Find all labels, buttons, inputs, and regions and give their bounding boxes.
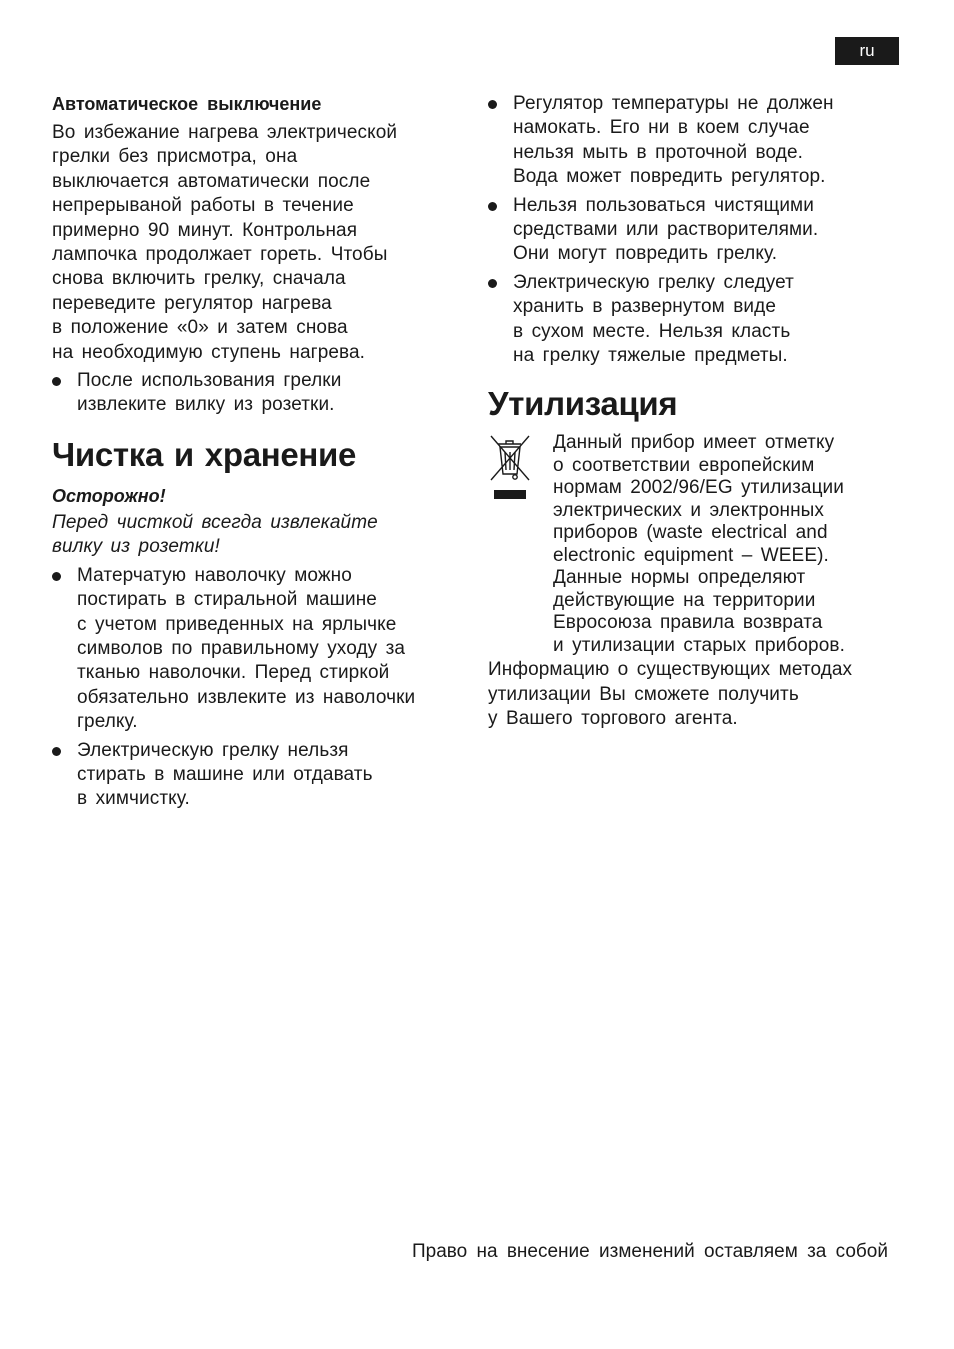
text-line: с учетом приведенных на ярлычке bbox=[77, 613, 397, 635]
caution-text bbox=[52, 511, 460, 560]
bullet-dot-icon bbox=[488, 202, 497, 211]
disposal-heading: Утилизация bbox=[488, 385, 678, 423]
bullet-item bbox=[52, 369, 460, 418]
text-line: символов по правильному уходу за bbox=[77, 637, 406, 659]
bullet-item bbox=[52, 564, 460, 735]
disposal-info bbox=[488, 658, 898, 731]
text-line: Информацию о существующих методах bbox=[488, 659, 853, 681]
bullet-item bbox=[488, 92, 898, 190]
text-line: извлеките вилку из розетки. bbox=[77, 394, 335, 416]
text-line: стирать в машине или отдавать bbox=[77, 763, 373, 785]
bullet-dot-icon bbox=[52, 572, 61, 581]
text-line: утилизации Вы сможете получить bbox=[488, 683, 799, 705]
text-line: Во избежание нагрева электрической bbox=[52, 122, 398, 143]
text-line: грелку. bbox=[77, 711, 138, 733]
text-line: переведите регулятор нагрева bbox=[52, 292, 332, 314]
text-line: снова включить грелку, сначала bbox=[52, 268, 346, 290]
text-line: на грелку тяжелые предметы. bbox=[513, 345, 788, 367]
text-line: нормам 2002/96/EG утилизации bbox=[553, 477, 844, 499]
text-line: и утилизации старых приборов. bbox=[553, 634, 845, 656]
text-line: в химчистку. bbox=[77, 788, 190, 810]
text-line: Регулятор температуры не должен bbox=[513, 93, 834, 114]
text-line: лампочка продолжает гореть. Чтобы bbox=[52, 244, 388, 266]
text-line: в положение «0» и затем снова bbox=[52, 317, 348, 339]
text-line: в сухом месте. Нельзя класть bbox=[513, 320, 791, 342]
text-line: electronic equipment – WEEE). bbox=[553, 544, 829, 566]
cleaning-heading: Чистка и хранение bbox=[52, 435, 357, 473]
text-line: выключается автоматически после bbox=[52, 170, 371, 192]
text-line: электрических и электронных bbox=[553, 499, 825, 521]
text-line: грелки без присмотра, она bbox=[52, 146, 298, 168]
bullet-dot-icon bbox=[488, 100, 497, 109]
bullet-dot-icon bbox=[52, 377, 61, 386]
text-line: у Вашего торгового агента. bbox=[488, 708, 738, 730]
text-line: намокать. Его ни в коем случае bbox=[513, 117, 810, 139]
text-line: непрерываной работы в течение bbox=[52, 195, 354, 217]
text-line: обязательно извлеките из наволочки bbox=[77, 686, 416, 708]
text-line: о соответствии европейским bbox=[553, 454, 815, 476]
text-line: Вода может повредить регулятор. bbox=[513, 166, 826, 188]
caution-title: Осторожно! bbox=[52, 485, 166, 506]
text-line: приборов (waste electrical and bbox=[553, 522, 828, 544]
bullet-item bbox=[488, 194, 898, 267]
text-line: Нельзя пользоваться чистящими bbox=[513, 194, 814, 216]
text-line: После использования грелки bbox=[77, 370, 342, 392]
auto-off-title: Автоматическое выключение bbox=[52, 94, 322, 114]
text-line: нельзя мыть в проточной воде. bbox=[513, 141, 804, 163]
text-line: Евросоюза правила возврата bbox=[553, 612, 823, 634]
text-line: тканью наволочки. Перед стиркой bbox=[77, 662, 390, 684]
language-badge: ru bbox=[835, 37, 899, 65]
text-line: хранить в развернутом виде bbox=[513, 296, 776, 318]
text-line: Электрическую грелку следует bbox=[513, 271, 794, 293]
left-column bbox=[52, 92, 460, 812]
text-line: Электрическую грелку нельзя bbox=[77, 739, 349, 761]
footer-note: Право на внесение изменений оставляем за собой bbox=[411, 1241, 888, 1262]
weee-block bbox=[488, 432, 898, 657]
text-line: постирать в стиральной машине bbox=[77, 589, 377, 611]
crossed-out-wheelie-bin-icon bbox=[488, 434, 534, 506]
text-line: Они могут повредить грелку. bbox=[513, 243, 778, 265]
text-line: Матерчатую наволочку можно bbox=[77, 564, 352, 586]
bullet-item bbox=[488, 271, 898, 369]
text-line: на необходимую ступень нагрева. bbox=[52, 341, 366, 363]
text-line: Данные нормы определяют bbox=[553, 567, 806, 589]
auto-off-paragraph bbox=[52, 121, 460, 365]
bullet-dot-icon bbox=[52, 747, 61, 756]
text-line: средствами или растворителями. bbox=[513, 219, 819, 241]
right-column bbox=[488, 92, 898, 732]
text-line: примерно 90 минут. Контрольная bbox=[52, 219, 358, 241]
bullet-item bbox=[52, 739, 460, 812]
text-line: Перед чисткой всегда извлекайте bbox=[52, 511, 378, 533]
text-line: вилку из розетки! bbox=[52, 536, 220, 558]
text-line: действующие на территории bbox=[553, 589, 816, 611]
bullet-dot-icon bbox=[488, 279, 497, 288]
text-line: Данный прибор имеет отметку bbox=[553, 432, 835, 454]
